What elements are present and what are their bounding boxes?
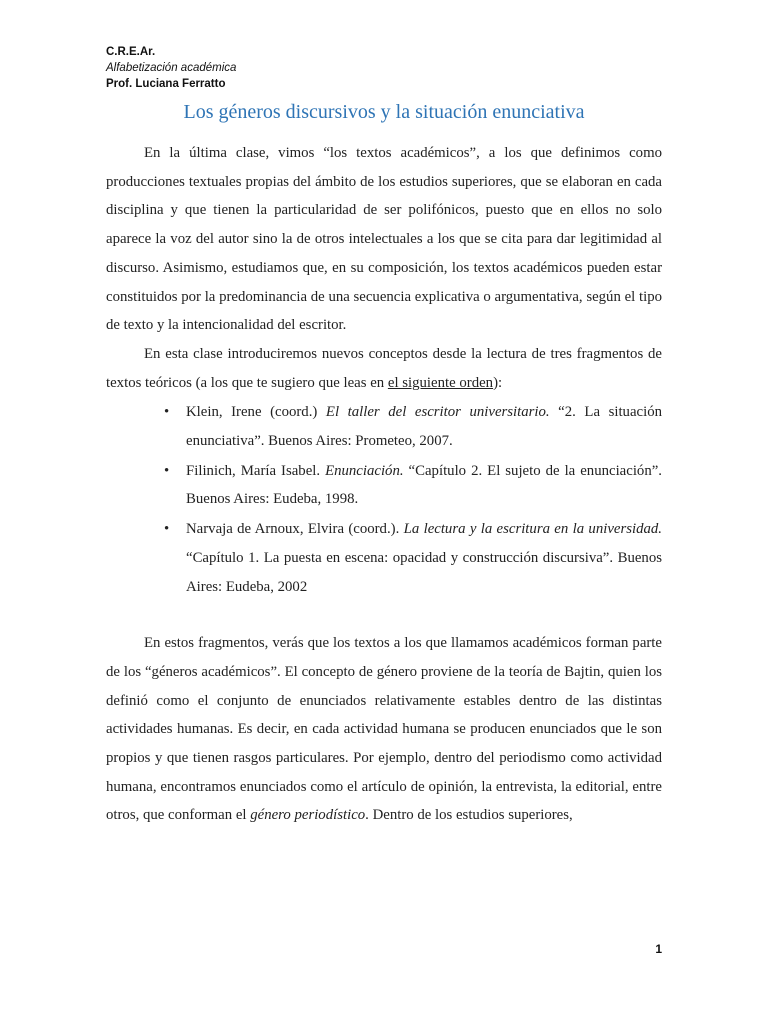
document-header [106, 44, 236, 92]
paragraph-intro: En la última clase, vimos “los textos académicos”, a los que definimos como producciones textuales propias del ámbito de los estudios superiores, que se elaboran en cada disciplina y que tienen la particularidad de ser polifónicos, puesto que en ellos no solo aparece la voz del autor sino la de otros intelectuales a los que se cita para dar legitimidad al discurso. Asimismo, estudiamos que, en su composición, los textos académicos pueden estar constituidos por la predominancia de una secuencia explicativa o argumentativa, según el tipo de texto y la intencionalidad del escritor. [106, 145, 662, 334]
paragraph-genres [106, 629, 662, 830]
institution-name: C.R.E.Ar. [106, 46, 156, 58]
reference-author: Narvaja de Arnoux, Elvira (coord.). [186, 521, 404, 538]
list-item [106, 398, 662, 455]
list-item [106, 457, 662, 514]
paragraph-readings [106, 340, 662, 397]
reference-details: “Capítulo 1. La puesta en escena: opacidad y construcción discursiva”. Buenos Aires: Eudeba, 2002 [186, 549, 662, 595]
spacer [106, 601, 662, 629]
text-span: ): [493, 374, 503, 391]
reference-author: Filinich, María Isabel. [186, 462, 326, 479]
document-title: Los géneros discursivos y la situación enunciativa [183, 101, 585, 123]
course-name: Alfabetización académica [106, 62, 237, 74]
professor-name: Prof. Luciana Ferratto [106, 78, 226, 90]
reference-title: El taller del escritor universitario. [325, 404, 550, 421]
reference-details: “Capítulo 2. El sujeto de la enunciación”. Buenos Aires: Eudeba, 1998. [186, 462, 662, 508]
reference-title: La lectura y la escritura en la universidad. [403, 521, 663, 538]
list-item [106, 515, 662, 601]
reference-author: Klein, Irene (coord.) [186, 404, 326, 421]
reference-details: “2. La situación enunciativa”. Buenos Aires: Prometeo, 2007. [186, 404, 663, 450]
bullet-icon: • [164, 462, 170, 479]
reference-title: Enunciación. [325, 462, 404, 479]
reading-list [106, 398, 662, 601]
bullet-icon: • [164, 404, 170, 421]
page-number: 1 [655, 942, 662, 956]
text-span: En esta clase introduciremos nuevos conceptos desde la lectura de tres fragmentos de textos teóricos (a los que te sugiero que leas en [106, 345, 662, 391]
text-span: . Dentro de los estudios superiores, [365, 807, 573, 824]
document-body [106, 139, 662, 830]
text-span: En estos fragmentos, verás que los textos a los que llamamos académicos forman parte de los “géneros académicos”. El concepto de género proviene de la teoría de Bajtin, quien los definió como el conjunto de enunciados relativamente estables dentro de las distintas actividades humanas. Es decir, en cada actividad humana se producen enunciados que le son propios y que tienen rasgos particulares. Por ejemplo, dentro del periodismo como actividad humana, encontramos enunciados como el artículo de opinión, la entrevista, la editorial, entre otros, que conforman el [106, 635, 662, 824]
italic-term: género periodístico [250, 807, 366, 824]
bullet-icon: • [164, 521, 170, 538]
underlined-text: el siguiente orden [387, 374, 494, 391]
